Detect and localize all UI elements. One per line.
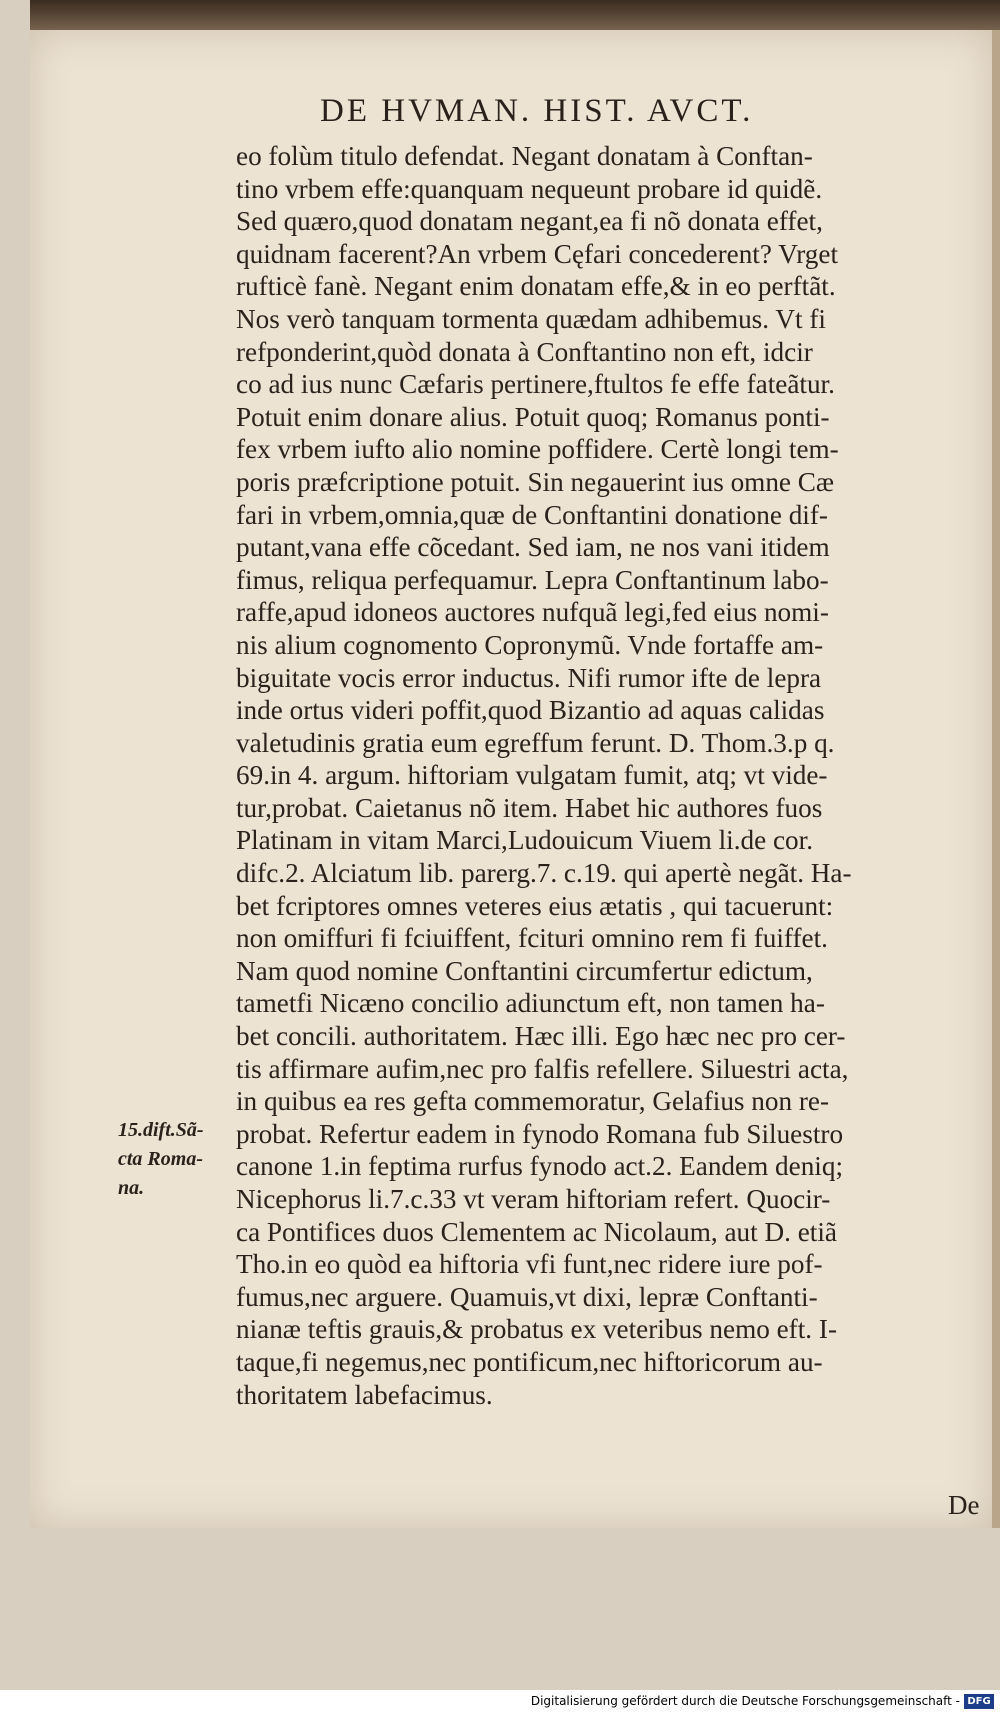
text-line: fimus, reliqua perfequamur. Lepra Conftantinum labo- (236, 564, 829, 595)
text-line: Nos verò tanquam tormenta quædam adhibemus. Vt fi (236, 303, 826, 334)
text-line: non omiffuri fi fciuiffent, fcituri omnino rem fi fuiffet. (236, 923, 828, 954)
main-text-block (236, 140, 988, 1411)
text-line: co ad ius nunc Cæfaris pertinere,ftultos fe effe fateãtur. (236, 369, 835, 400)
digitization-footer (0, 1690, 1000, 1715)
margin-note-line: na. (118, 1177, 145, 1199)
text-line: 69.in 4. argum. hiftoriam vulgatam fumit, atq; vt vide- (236, 760, 828, 791)
text-line: ca Pontifices duos Clementem ac Nicolaum, aut D. etiã (236, 1216, 837, 1247)
text-line: poris præfcriptione potuit. Sin negauerint ius omne Cæ (236, 466, 835, 497)
running-header: DE HVMAN. HIST. AVCT. (320, 93, 754, 129)
margin-note (118, 1116, 228, 1203)
text-line: tur,probat. Caietanus nõ item. Habet hic authores fuos (236, 792, 823, 823)
text-line: refponderint,quòd donata à Conftantino non eft, idcir (236, 336, 813, 367)
text-line: biguitate vocis error inductus. Nifi rumor ifte de lepra (236, 662, 822, 693)
dfg-logo: DFG (964, 1694, 994, 1709)
text-line: inde ortus videri poffit,quod Bizantio ad aquas calidas (236, 695, 825, 726)
margin-note-line: 15.dift.Sã- (118, 1119, 204, 1141)
text-line: nis alium cognomento Copronymũ. Vnde fortaffe am- (236, 629, 824, 660)
text-line: Nam quod nomine Conftantini circumfertur edictum, (236, 955, 813, 986)
text-line: nianæ teftis grauis,& probatus ex veteribus nemo eft. I- (236, 1314, 837, 1345)
text-line: tametfi Nicæno concilio adiunctum eft, non tamen ha- (236, 988, 825, 1019)
text-line: bet fcriptores omnes veteres eius ætatis , qui tacuerunt: (236, 890, 834, 921)
text-line: in quibus ea res gefta commemoratur, Gelafius non re- (236, 1086, 830, 1117)
text-line: fari in vrbem,omnia,quæ de Conftantini donatione dif- (236, 499, 828, 530)
book-top-edge (30, 0, 1000, 32)
text-line: valetudinis gratia eum egreffum ferunt. D. Thom.3.p q. (236, 727, 835, 758)
text-line: Nicephorus li.7.c.33 vt veram hiftoriam refert. Quocir- (236, 1184, 831, 1214)
text-line: rufticè fanè. Negant enim donatam effe,& in eo perftãt. (236, 271, 836, 302)
text-line: tino vrbem effe:quanquam nequeunt probare id quidẽ. (236, 173, 823, 204)
text-line: thoritatem labefacimus. (236, 1379, 493, 1410)
text-line: tis affirmare aufim,nec pro falfis refellere. Siluestri acta, (236, 1053, 849, 1084)
margin-note-line: cta Roma- (118, 1148, 203, 1170)
text-line: putant,vana effe cõcedant. Sed iam, ne nos vani itidem (236, 532, 830, 563)
text-line: Potuit enim donare alius. Potuit quoq; Romanus ponti- (236, 401, 830, 432)
text-line: Sed quæro,quod donatam negant,ea fi nõ donata effet, (236, 206, 823, 237)
text-line: taque,fi negemus,nec pontificum,nec hiftoricorum au- (236, 1346, 823, 1377)
text-line: Platinam in vitam Marci,Ludouicum Viuem li.de cor. (236, 825, 814, 856)
catchword: De (948, 1490, 980, 1520)
text-line: quidnam facerent?An vrbem Cęfari concederent? Vrget (236, 238, 839, 269)
text-line: bet concili. authoritatem. Hæc illi. Ego hæc nec pro cer- (236, 1021, 846, 1052)
text-line: probat. Refertur eadem in fynodo Romana fub Siluestro (236, 1118, 844, 1149)
text-line: canone 1.in feptima rurfus fynodo act.2. Eandem deniq; (236, 1151, 843, 1182)
footer-credit: Digitalisierung gefördert durch die Deutsche Forschungsgemeinschaft - (530, 1694, 960, 1708)
text-line: raffe,apud idoneos auctores nufquã legi,fed eius nomi- (236, 597, 829, 628)
text-line: fex vrbem iufto alio nomine poffidere. Certè longi tem- (236, 434, 839, 465)
text-line: eo folùm titulo defendat. Negant donatam à Conftan- (236, 141, 813, 171)
text-line: difc.2. Alciatum lib. parerg.7. c.19. qui apertè negãt. Ha- (236, 858, 852, 889)
text-line: fumus,nec arguere. Quamuis,vt dixi, lepræ Conftanti- (236, 1281, 818, 1312)
text-line: Tho.in eo quòd ea hiftoria vfi funt,nec ridere iure pof- (236, 1249, 823, 1280)
